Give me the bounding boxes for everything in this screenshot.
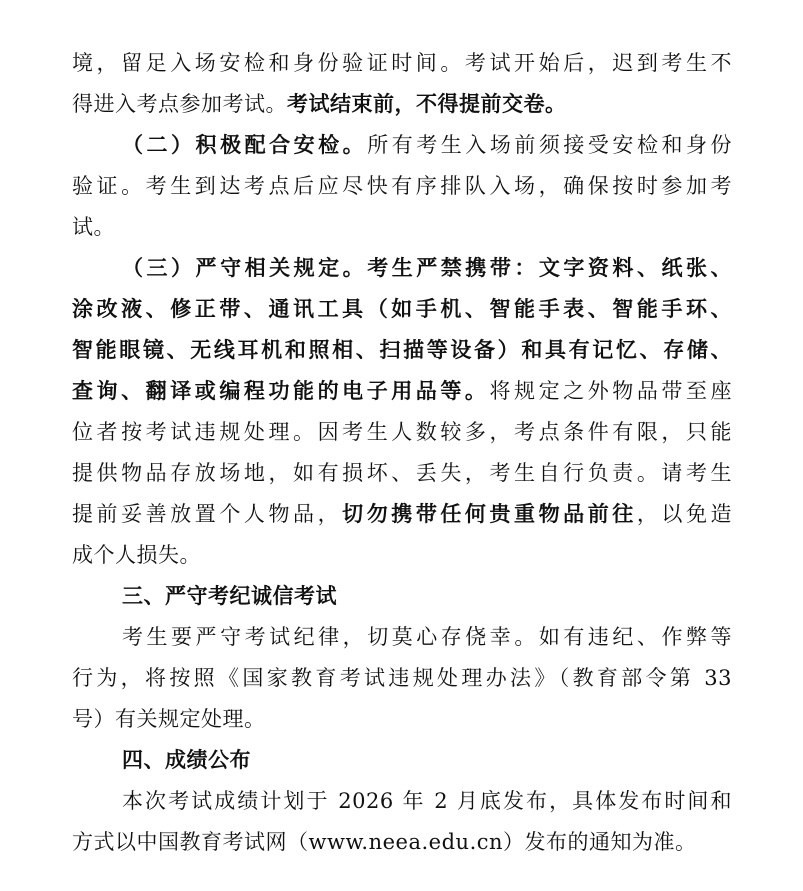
paragraph-line: [72, 289, 732, 329]
text-segment: ，以免造: [636, 502, 732, 526]
bold-text-segment: 切勿携带任何贵重物品前往: [342, 501, 637, 526]
text-segment: 行为，将按照《国家教育考试违规处理办法》（教育部令第 33: [72, 666, 732, 690]
section-heading-text: 四、成绩公布: [122, 747, 251, 772]
paragraph-line: [72, 84, 732, 124]
paragraph-line: [72, 453, 732, 493]
paragraph-line: [122, 125, 732, 165]
paragraph-line: [72, 658, 732, 698]
text-segment: 验证。考生到达考点后应尽快有序排队入场，确保按时参加考: [72, 174, 732, 198]
bold-text-segment: 考试结束前，不得提前交卷。: [287, 91, 567, 116]
paragraph-line: [122, 781, 732, 821]
text-segment: 位者按考试违规处理。因考生人数较多，考点条件有限，只能: [72, 420, 732, 444]
section-heading: [122, 740, 732, 780]
paragraph-line: [72, 43, 732, 83]
paragraph-line: [122, 617, 732, 657]
section-heading: [122, 576, 732, 616]
paragraph-line: [72, 822, 732, 862]
paragraph-line: [122, 248, 732, 288]
bold-text-segment: 考生严禁携带：文字资料、纸张、: [367, 255, 732, 280]
paragraph-line: [72, 166, 732, 206]
text-segment: 境，留足入场安检和身份验证时间。考试开始后，迟到考生不: [72, 51, 732, 75]
text-segment: 得进入考点参加考试。: [72, 92, 287, 116]
paragraph-line: [72, 494, 732, 534]
paragraph-line: [72, 207, 732, 247]
section-heading-text: 三、严守考纪诚信考试: [122, 583, 337, 608]
paragraph-line: [72, 699, 732, 739]
bold-text-segment: 智能眼镜、无线耳机和照相、扫描等设备）和具有记忆、存储、: [72, 337, 732, 362]
text-segment: 提前妥善放置个人物品，: [72, 502, 343, 526]
subsection-heading: （三）严守相关规定。: [122, 255, 368, 280]
text-segment: 方式以中国教育考试网（www.neea.edu.cn）发布的通知为准。: [72, 830, 697, 854]
bold-text-segment: 查询、翻译或编程功能的电子用品等。: [72, 378, 490, 403]
paragraph-line: [72, 371, 732, 411]
text-segment: 成个人损失。: [72, 543, 201, 567]
text-segment: 将规定之外物品带至座: [489, 379, 732, 403]
text-segment: 本次考试成绩计划于 2026 年 2 月底发布，具体发布时间和: [122, 789, 732, 813]
text-segment: 所有考生入场前须接受安检和身份: [367, 133, 732, 157]
text-segment: 考生要严守考试纪律，切莫心存侥幸。如有违纪、作弊等: [122, 625, 732, 649]
text-segment: 提供物品存放场地，如有损坏、丢失，考生自行负责。请考生: [72, 461, 732, 485]
bold-text-segment: 涂改液、修正带、通讯工具（如手机、智能手表、智能手环、: [72, 296, 732, 321]
paragraph-line: [72, 412, 732, 452]
text-segment: 号）有关规定处理。: [72, 707, 266, 731]
subsection-heading: （二）积极配合安检。: [122, 132, 368, 157]
paragraph-line: [72, 535, 732, 575]
text-segment: 试。: [72, 215, 115, 239]
paragraph-line: [72, 330, 732, 370]
